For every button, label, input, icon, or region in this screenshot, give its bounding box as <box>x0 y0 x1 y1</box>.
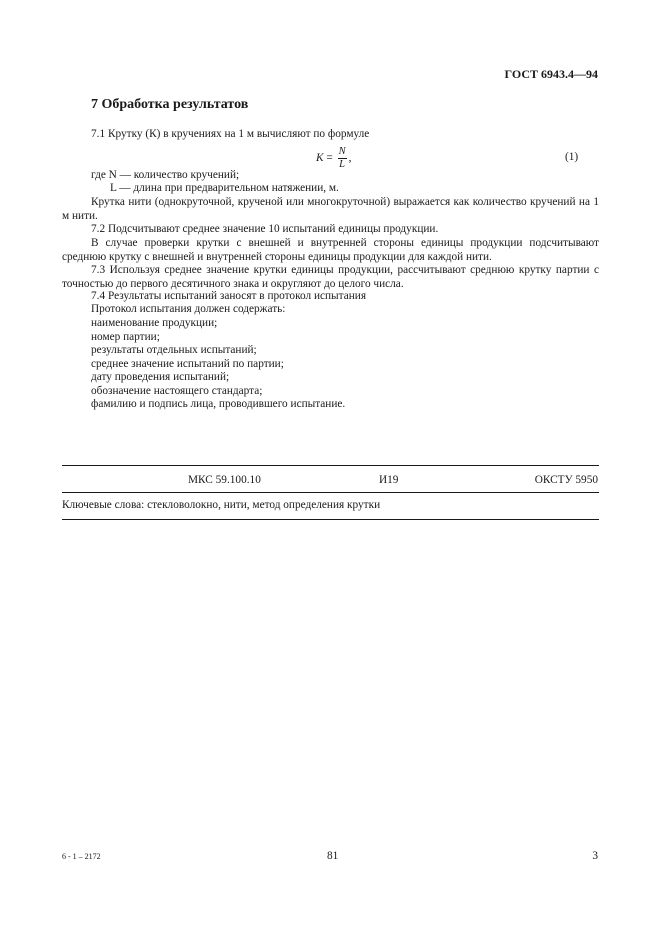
formula-fraction <box>338 146 347 171</box>
paragraph-7-3: 7.3 Используя среднее значение крутки единицы продукции, рассчитывают среднюю крутку партии с точностью до первого десятичного знака и округляют до целого числа. <box>62 264 599 290</box>
where-n: где N — количество кручений; <box>91 169 240 181</box>
formula-numerator: N <box>338 146 346 157</box>
formula-denominator: L <box>339 159 345 170</box>
protocol-item: дату проведения испытаний; <box>91 371 230 383</box>
paragraph-check: В случае проверки крутки с внешней и внутренней стороны единицы продукции подсчитывают среднюю крутку с внешней и внутренней стороны единицы продукции для каждой нити. <box>62 237 599 263</box>
standard-number: ГОСТ 6943.4—94 <box>504 67 598 81</box>
protocol-item: обозначение настоящего стандарта; <box>91 385 263 397</box>
paragraph-krutka: Крутка нити (однокруточной, крученой или многокруточной) выражается как количество кручений на 1 м нити. <box>62 196 599 222</box>
formula-equals: = <box>326 152 333 165</box>
print-code: 6 - 1 – 2172 <box>62 852 101 861</box>
page-number-center: 81 <box>327 850 339 862</box>
formula-comma: , <box>348 152 352 165</box>
protocol-intro: Протокол испытания должен содержать: <box>91 303 286 315</box>
i-code: И19 <box>379 474 399 486</box>
protocol-item: фамилию и подпись лица, проводившего испытание. <box>91 398 346 410</box>
okstu-code: ОКСТУ 5950 <box>534 474 598 486</box>
formula-lhs: K <box>316 152 324 165</box>
mks-code: МКС 59.100.10 <box>188 474 261 486</box>
protocol-item: среднее значение испытаний по партии; <box>91 358 284 370</box>
divider-bottom <box>62 519 599 520</box>
section-title: 7 Обработка результатов <box>91 97 249 112</box>
protocol-item: номер партии; <box>91 331 160 343</box>
divider-top <box>62 465 599 466</box>
paragraph-7-2: 7.2 Подсчитывают среднее значение 10 испытаний единицы продукции. <box>91 223 439 235</box>
paragraph-7-4: 7.4 Результаты испытаний заносят в протокол испытания <box>91 290 367 302</box>
divider-middle <box>62 492 599 493</box>
protocol-item: результаты отдельных испытаний; <box>91 344 257 356</box>
protocol-item: наименование продукции; <box>91 317 218 329</box>
where-l: L — длина при предварительном натяжении, м. <box>110 182 339 194</box>
equation-number: (1) <box>565 151 579 163</box>
paragraph-7-1: 7.1 Крутку (К) в кручениях на 1 м вычисляют по формуле <box>91 128 370 140</box>
keywords: Ключевые слова: стекловолокно, нити, метод определения крутки <box>62 499 381 511</box>
page-number-right: 3 <box>592 850 598 862</box>
formula-k <box>316 146 351 171</box>
